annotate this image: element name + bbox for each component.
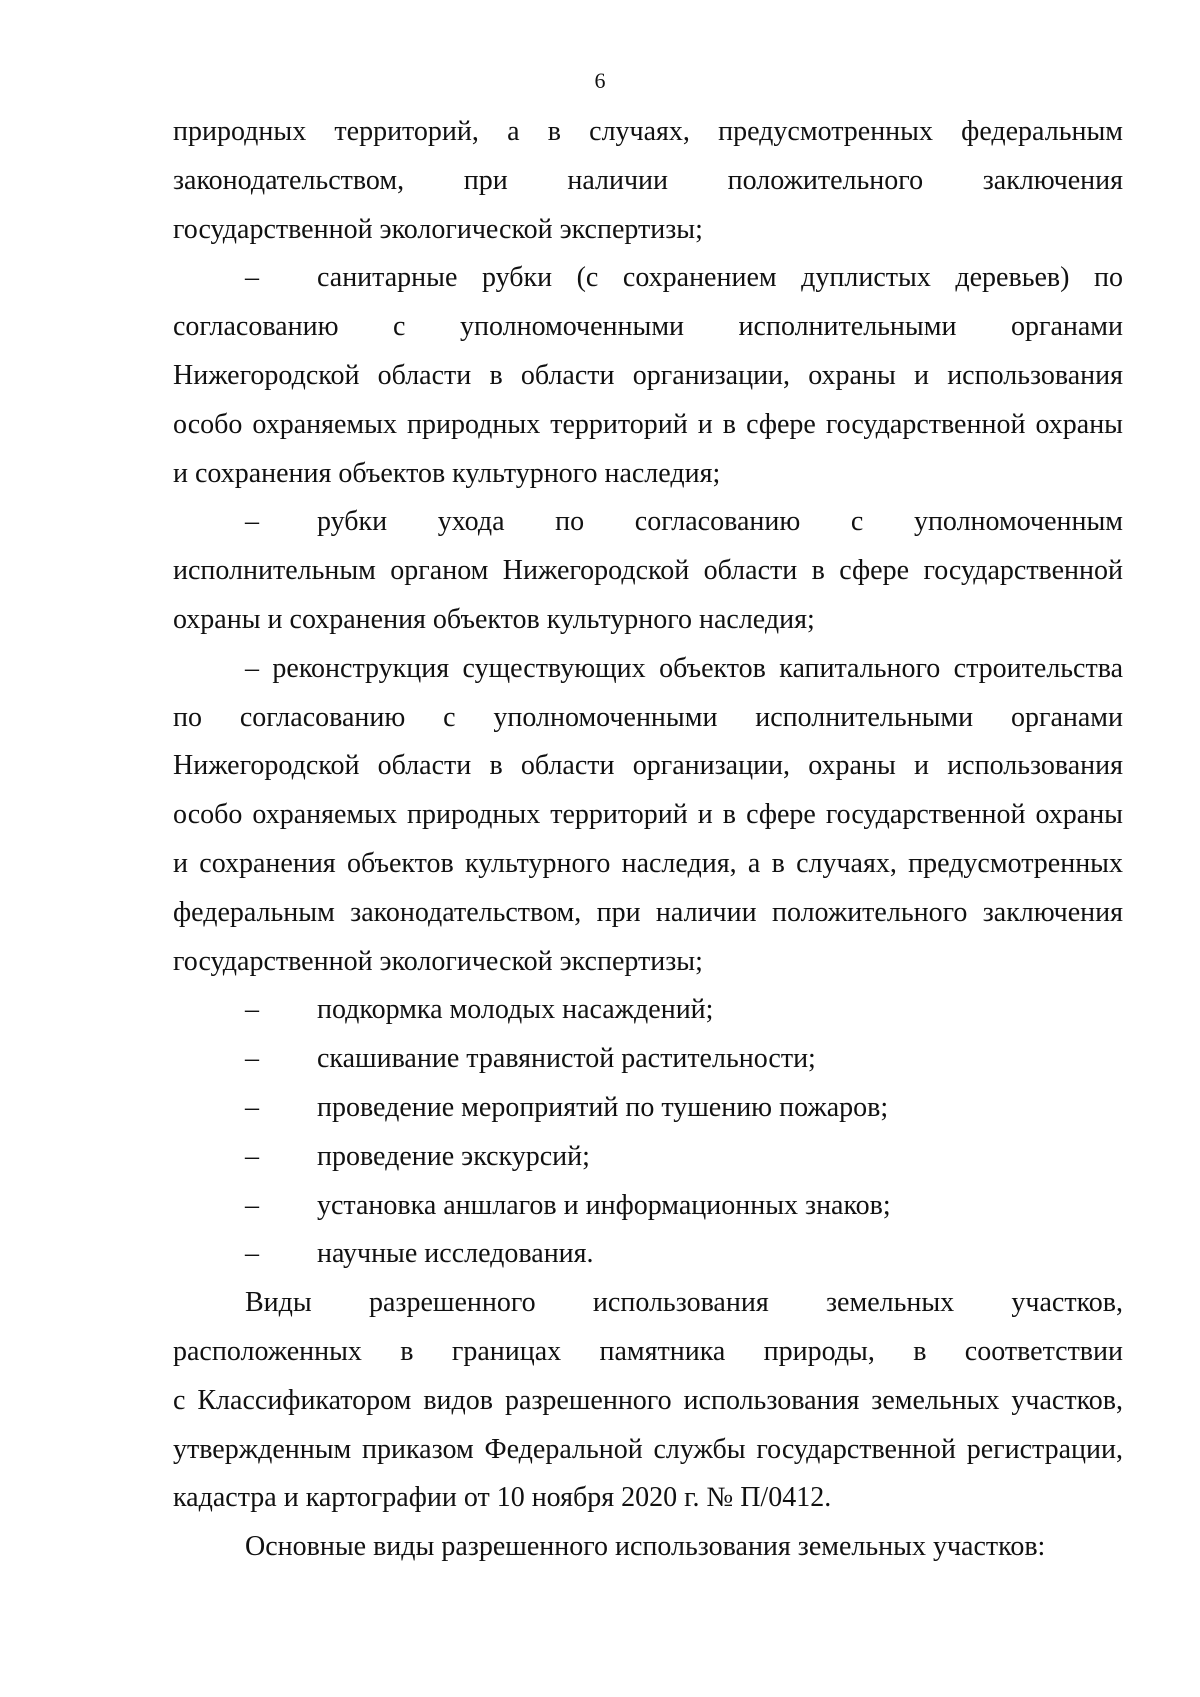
text-line: согласованию с уполномоченными исполнительными органами xyxy=(173,311,1123,343)
text-line: исполнительным органом Нижегородской области в сфере государственной xyxy=(173,555,1123,587)
list-item-text: проведение мероприятий по тушению пожаров; xyxy=(317,1091,889,1123)
text-line: санитарные рубки (с сохранением дуплистых деревьев) по xyxy=(317,262,1123,294)
text-line: государственной экологической экспертизы; xyxy=(173,945,703,977)
text-line: Основные виды разрешенного использования земельных участков: xyxy=(245,1531,1046,1563)
text-line: рубки ухода по согласованию с уполномоченным xyxy=(317,506,1123,538)
list-item-text: установка аншлагов и информационных знаков; xyxy=(317,1189,891,1221)
activity-list xyxy=(173,986,1123,1279)
text-line: природных территорий, а в случаях, предусмотренных федеральным xyxy=(173,116,1123,147)
text-line: по согласованию с уполномоченными исполнительными органами xyxy=(173,701,1123,733)
paragraph-main-uses xyxy=(173,1523,1123,1572)
page-number: 6 xyxy=(594,68,606,93)
paragraph-reconstruction xyxy=(173,645,1123,987)
list-dash: – xyxy=(245,262,259,294)
text-line: – реконструкция существующих объектов капитального строительства xyxy=(245,652,1123,684)
text-line: Нижегородской области в области организации, охраны и использования xyxy=(173,750,1123,782)
list-dash: – xyxy=(245,994,259,1026)
paragraph-thinning xyxy=(173,498,1123,644)
list-dash: – xyxy=(245,1091,259,1123)
list-item xyxy=(173,1133,1123,1182)
text-line: охраны и сохранения объектов культурного наследия; xyxy=(173,603,815,635)
document-body xyxy=(173,108,1123,1572)
text-line: федеральным законодательством, при наличии положительного заключения xyxy=(173,896,1123,928)
text-line: Нижегородской области в области организации, охраны и использования xyxy=(173,359,1123,391)
list-dash: – xyxy=(245,1140,259,1172)
text-line: расположенных в границах памятника природы, в соответствии xyxy=(173,1335,1123,1367)
text-line: особо охраняемых природных территорий и в сфере государственной охраны xyxy=(173,408,1123,440)
text-line: Виды разрешенного использования земельных участков, xyxy=(245,1287,1123,1319)
list-item xyxy=(173,1084,1123,1133)
text-line: кадастра и картографии от 10 ноября 2020 г. № П/0412. xyxy=(173,1482,832,1514)
list-item xyxy=(173,1230,1123,1279)
text-line: с Классификатором видов разрешенного использования земельных участков, xyxy=(173,1384,1123,1416)
text-line: утвержденным приказом Федеральной службы государственной регистрации, xyxy=(173,1433,1123,1465)
text-line: особо охраняемых природных территорий и в сфере государственной охраны xyxy=(173,799,1123,831)
text-line: и сохранения объектов культурного наследия, а в случаях, предусмотренных xyxy=(173,847,1123,879)
list-dash: – xyxy=(245,1238,259,1270)
list-item xyxy=(173,1035,1123,1084)
list-item xyxy=(173,1182,1123,1231)
paragraph-permitted-use xyxy=(173,1279,1123,1523)
list-item-text: проведение экскурсий; xyxy=(317,1140,590,1172)
list-item xyxy=(173,986,1123,1035)
paragraph-continuation xyxy=(173,108,1123,254)
list-dash: – xyxy=(245,506,259,538)
text-line xyxy=(173,498,1123,547)
list-item-text: подкормка молодых насаждений; xyxy=(317,994,714,1026)
paragraph-sanitary-felling xyxy=(173,254,1123,498)
text-line xyxy=(173,254,1123,303)
text-line: и сохранения объектов культурного наследия; xyxy=(173,457,721,489)
list-item-text: скашивание травянистой растительности; xyxy=(317,1043,816,1075)
text-line: законодательством, при наличии положительного заключения xyxy=(173,164,1123,196)
list-dash: – xyxy=(245,1043,259,1075)
text-line: государственной экологической экспертизы; xyxy=(173,213,703,245)
list-dash: – xyxy=(245,1189,259,1221)
list-item-text: научные исследования. xyxy=(317,1238,594,1270)
